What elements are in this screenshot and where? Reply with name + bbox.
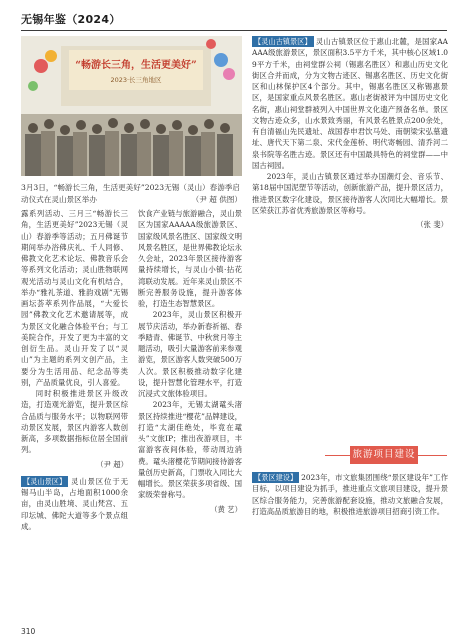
section-heading: 旅游项目建设 — [350, 446, 418, 464]
author-credit: （黄 艺） — [210, 504, 242, 514]
paragraph: 露系列活动、三月三“畅游长三角，生活更美好”2023无锡（灵山）春游季等活动；五月佛诞节期间举办浴佛庆礼、千人同修、佛教文化艺术论坛、佛教音乐会等系列文化活动；灵山胜物联网观光活动与灵山文化有机结合，举办“雅礼茶道、雅韵戏剧”无锡画坛荟萃系列作品展，“大爱长园”佛教文化艺术邀请展等，成为景区文化融合体验平台；与工美院合作，开发了更为丰富的文创衍生品。灵山开发了以“灵山”为主题的系列文创产品，主要分为生活用品、纪念品等类别，产品质量优良，引人喜爱。 — [21, 209, 128, 387]
column-3 — [252, 36, 448, 438]
paragraph: 灵山古镇景区位于惠山北麓，是国家AAAAA级旅游景区，景区面积3.5平方千米，其中核心区域1.09平方千米，由祠堂群公祠（锡惠名胜区）和惠山历史文化街区合并而成，分为文物古迹区、锡惠名胜区、历史文化街区和山林保护区4个部分。其中，锡惠名胜区又称锡惠景区，是国家重点风景名胜区。惠山老街被评为中国历史文化名街，惠山祠堂群被列入中国世界文化遗产预备名单。景区文物古迹众多，山水景致秀丽，有风景名胜景点200余处，有自清福山先民遗址、战国春申君饮马处、南朝梁宋弘墓遗址、唐代天下第二泉、宋代金莲桥、明代寄畅园、清乔河二泉书院等名胜古迹。景区还有中国最具特色的祠堂群——中国古祠园。 — [252, 37, 448, 170]
photo-caption — [21, 182, 242, 206]
column-1 — [21, 208, 128, 620]
paragraph: 2023年，无锡太湖鼋头渚景区持续推进“樱花”品牌建设，打造“太湖佳绝处，毕竟在鼋头”文旅IP；推出夜游项目，丰富游客夜间体验，带动周边消费。鼋头渚樱花节期间接待游客量创历史新高，门票收入同比大幅增长。景区荣获多项省级、国家级荣誉称号。 — [138, 400, 242, 500]
column-2 — [138, 208, 242, 620]
column-3-lower — [252, 472, 448, 622]
section-tag: 【灵山古镇景区】 — [254, 37, 312, 46]
photo-banner-text: “畅游长三角，生活更美好” — [75, 60, 197, 71]
event-photo — [21, 36, 242, 176]
paragraph: 饮食产业链与旅游融合，灵山景区为国家AAAAA级旅游景区、国家级风景名胜区、国家级文明风景名胜区，是世界佛教论坛永久会址，2023年景区接待游客量持续增长，与灵山小镇·拈花湾联动发展。近年来灵山景区不断完善服务设施，提升游客体验，打造生态智慧景区。 — [138, 209, 242, 308]
author-credit: （张 斐） — [416, 220, 448, 229]
paragraph: 灵山景区位于无锡马山半岛，占地面积1000余亩，由灵山胜境、灵山梵宫、五印坛城、佛陀大道等多个景点组成。 — [21, 476, 128, 531]
caption-credit: （尹 超 供图） — [191, 195, 242, 204]
page-number: 310 — [21, 627, 36, 636]
author-credit: （尹 超） — [96, 459, 128, 469]
paragraph: 2023年，灵山古镇景区通过举办国潮灯会、音乐节、第18届中国泥塑节等活动，创新旅游产品，提升景区活力，推进景区数字化建设，景区接待游客人次同比大幅增长。景区荣获江苏省优秀旅游景区等称号。 — [252, 172, 448, 215]
section-tag: 【灵山景区】 — [23, 476, 67, 486]
section-tag: 【景区建设】 — [254, 473, 298, 482]
event-photo-illustration — [21, 36, 242, 176]
page-header — [21, 10, 447, 31]
paragraph: 2023年，市文旅集团围绕“景区建设年”工作目标，以项目建设为抓手，推进重点文旅项目建设，提升景区综合服务能力，完善旅游配套设施，推动文旅融合发展，打造高品质旅游目的地，积极推进旅游项目招商引资工作。 — [252, 473, 448, 516]
caption-text: 3月3日，“畅游长三角，生活更美好”2023无锡（灵山）春游季启动仪式在灵山景区举办 — [21, 183, 240, 204]
photo-sub-banner: 2023·长三角地区 — [110, 76, 162, 84]
paragraph: 2023年，灵山景区积极开展节庆活动，举办新春祈福、春季踏青、佛诞节、中秋赏月等主题活动，吸引大量游客前来参观游览，景区游客人数突破500万人次。景区积极推动数字化建设，提升智慧化管理水平，打造沉浸式文旅体验项目。 — [138, 310, 242, 398]
paragraph: 同时积极推进景区升级改造，打造观光游览，提升景区综合品质与服务水平；以物联网带动景区发展，景区内游客人数创新高，多项数据指标位居全国前列。 — [21, 389, 128, 455]
yearbook-title: 无锡年鉴（2024） — [21, 13, 121, 26]
